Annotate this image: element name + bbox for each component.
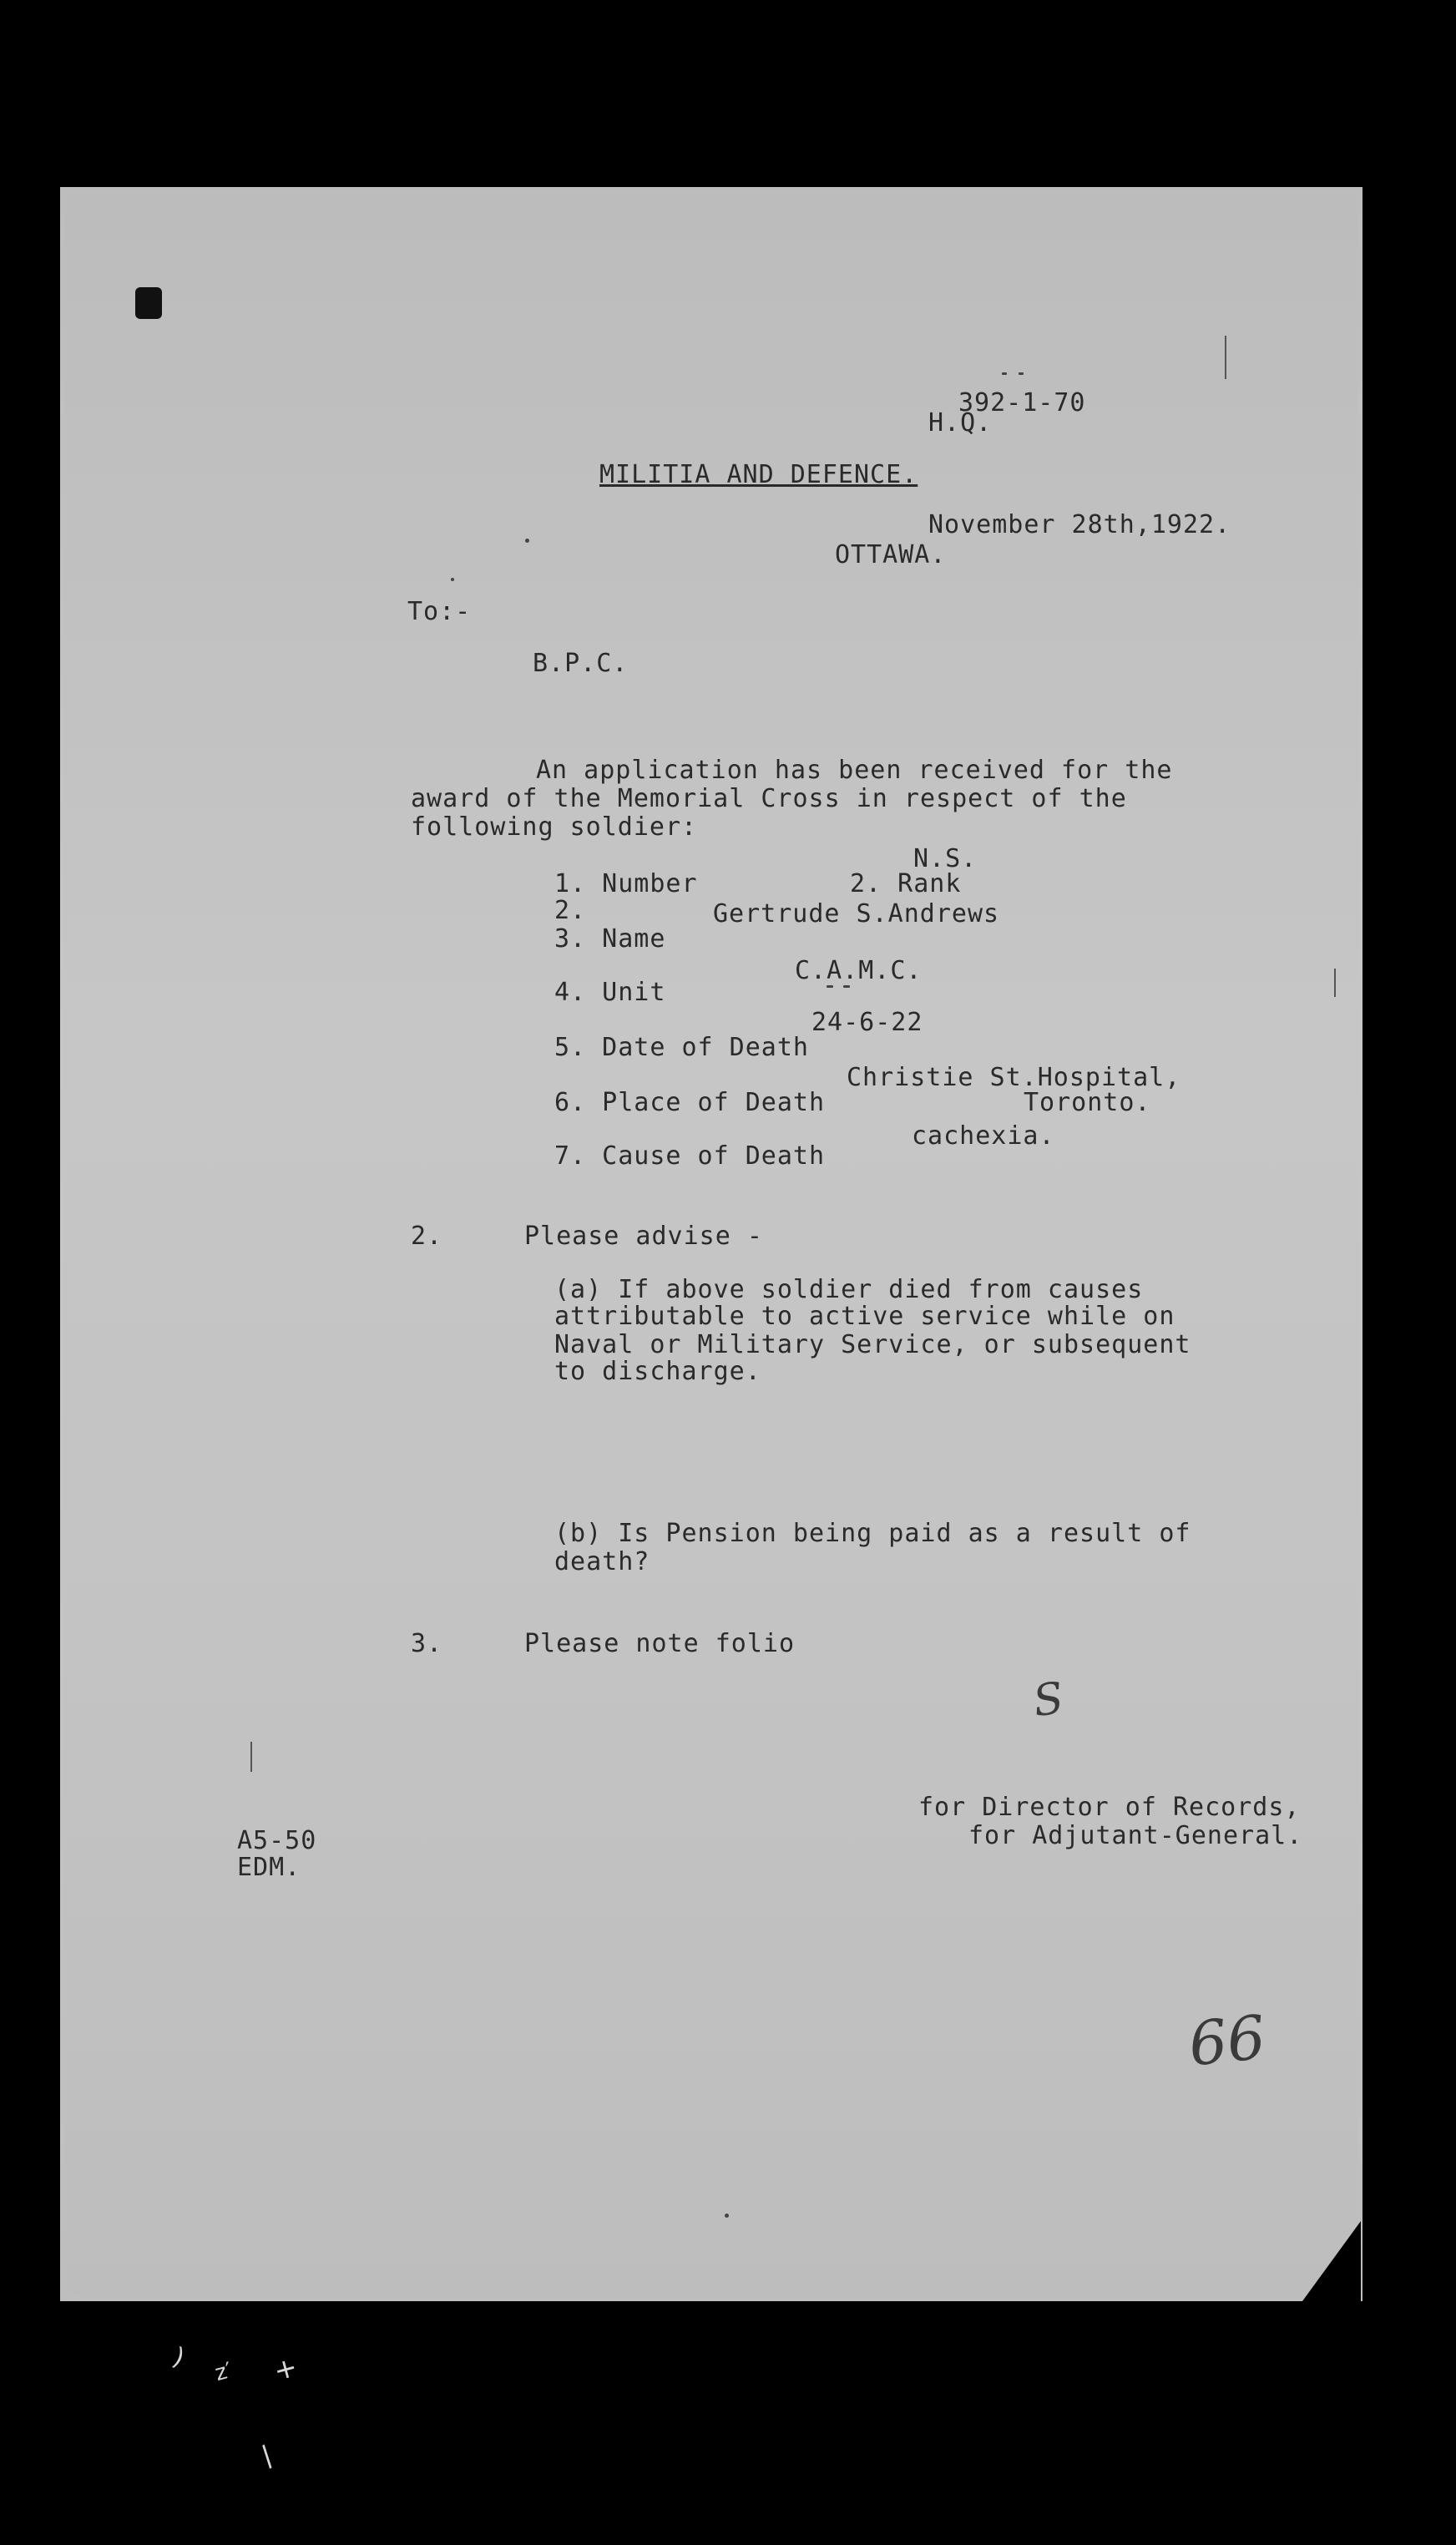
handwritten-initial: S <box>1029 1672 1067 1728</box>
date-of-death-value: 24-6-22 <box>811 1008 923 1037</box>
field-name-label: 3. Name <box>554 924 666 954</box>
intro-line: award of the Memorial Cross in respect of the <box>411 784 1127 813</box>
place-of-death-city: Toronto. <box>1024 1088 1151 1117</box>
note-folio-label: Please note folio <box>524 1629 796 1658</box>
field-number-label: 1. Number <box>554 869 698 898</box>
file-reference-prefix: H.Q. <box>928 408 993 438</box>
recipient: B.P.C. <box>533 649 629 678</box>
field-cause-of-death-label: 7. Cause of Death <box>554 1141 826 1171</box>
ink-speck <box>725 2214 729 2218</box>
handwritten-folio-number: 66 <box>1185 2001 1269 2080</box>
margin-scribble-mark: / <box>253 2440 281 2473</box>
margin-line-mark <box>1334 969 1336 997</box>
question-a-line: attributable to active service while on <box>554 1302 1175 1331</box>
name-value: Gertrude S.Andrews <box>713 899 1000 928</box>
typist-initials: EDM. <box>237 1853 301 1882</box>
intro-line: An application has been received for the <box>536 756 1173 785</box>
file-reference-number: 392-1-70 <box>958 388 1086 417</box>
please-advise-label: Please advise - <box>524 1222 763 1251</box>
field-date-of-death-label: 5. Date of Death <box>554 1033 809 1062</box>
punch-hole-mark <box>135 287 162 319</box>
field-place-of-death-label: 6. Place of Death <box>554 1088 826 1117</box>
letter-date: November 28th,1922. <box>928 510 1231 539</box>
department-heading: MILITIA AND DEFENCE. <box>599 460 918 489</box>
field-rank-label: 2. Rank <box>850 869 962 898</box>
cause-of-death-value: cachexia. <box>912 1121 1055 1151</box>
question-a-line: to discharge. <box>554 1357 761 1386</box>
signature-line: for Director of Records, <box>918 1793 1301 1822</box>
place-of-death-value: Christie St.Hospital, <box>847 1063 1181 1092</box>
ink-speck <box>1002 372 1007 375</box>
ink-speck <box>451 578 454 581</box>
rank-value: N.S. <box>913 844 978 873</box>
ink-speck <box>843 985 850 988</box>
question-b-line: (b) Is Pension being paid as a result of <box>554 1519 1191 1548</box>
unit-value: C.A.M.C. <box>795 956 923 985</box>
to-label: To:- <box>407 597 472 626</box>
margin-scribble-mark: ᴢ′ <box>212 2357 235 2387</box>
ink-speck <box>525 539 529 543</box>
ink-speck <box>827 985 833 988</box>
intro-line: following soldier: <box>411 812 698 842</box>
question-b-line: death? <box>554 1547 650 1576</box>
margin-line-mark <box>250 1742 252 1772</box>
signature-line: for Adjutant-General. <box>968 1821 1303 1850</box>
question-a-line: Naval or Military Service, or subsequent <box>554 1330 1191 1359</box>
question-a-line: (a) If above soldier died from causes <box>554 1275 1144 1304</box>
field-extra-number: 2. <box>554 896 587 925</box>
margin-line-mark <box>1225 336 1226 379</box>
ink-speck <box>1019 372 1024 375</box>
letter-place: OTTAWA. <box>835 540 947 569</box>
paragraph-number: 3. <box>411 1629 443 1658</box>
paragraph-number: 2. <box>411 1222 443 1251</box>
reference-code: A5-50 <box>237 1826 317 1855</box>
margin-scribble-mark: ✕ <box>270 2353 301 2387</box>
field-unit-label: 4. Unit <box>554 978 666 1007</box>
margin-scribble-mark: ) <box>169 2342 189 2373</box>
